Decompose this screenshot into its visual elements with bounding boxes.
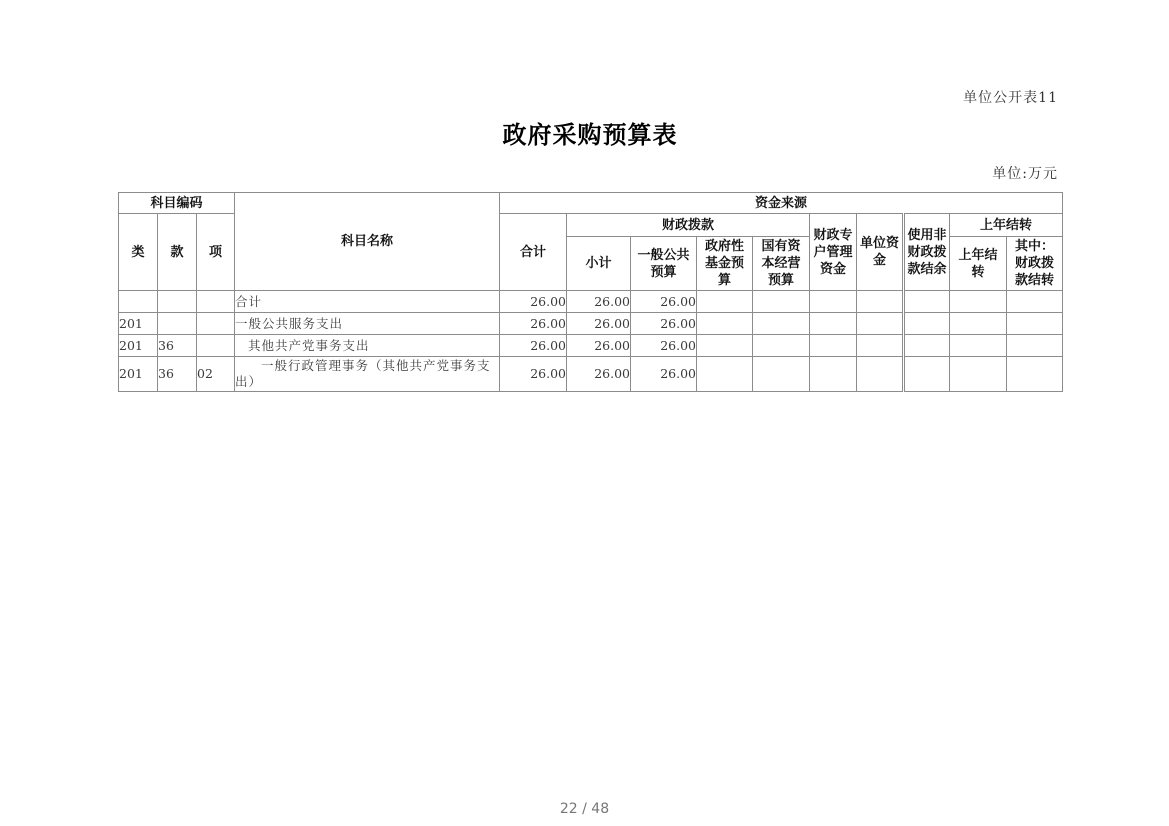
- header-government-fund-budget: [697, 237, 753, 291]
- cell-state-capital-budget: [753, 357, 810, 392]
- header-unit-funds: [857, 214, 904, 291]
- cell-prior-year-carryover: [950, 291, 1007, 313]
- table-header: [119, 193, 1063, 291]
- cell-special-account-funds: [810, 291, 857, 313]
- procurement-budget-table: [118, 192, 1063, 392]
- cell-government-fund-budget: [697, 357, 753, 392]
- cell-total: 26.00: [500, 335, 567, 357]
- table-row: [119, 357, 1063, 392]
- header-unit-funds-label: 单位资金: [859, 236, 899, 268]
- cell-prior-year-carryover: [950, 313, 1007, 335]
- cell-subject-name: 一般行政管理事务（其他共产党事务支出）: [235, 357, 500, 392]
- cell-subject-name: 合计: [235, 291, 500, 313]
- cell-fiscal-appropriation-carryover: [1007, 357, 1063, 392]
- header-section: 款: [158, 214, 197, 291]
- header-funding-source: 资金来源: [500, 193, 1063, 214]
- cell-general-public-budget: 26.00: [631, 313, 697, 335]
- cell-total: 26.00: [500, 291, 567, 313]
- cell-item: [197, 335, 235, 357]
- cell-prior-year-carryover: [950, 335, 1007, 357]
- cell-total: 26.00: [500, 313, 567, 335]
- cell-government-fund-budget: [697, 313, 753, 335]
- cell-unit-funds: [857, 357, 904, 392]
- cell-total: 26.00: [500, 357, 567, 392]
- table-row: [119, 335, 1063, 357]
- cell-unit-funds: [857, 335, 904, 357]
- cell-general-public-budget: 26.00: [631, 335, 697, 357]
- header-state-capital-budget: [753, 237, 810, 291]
- header-general-public-budget-label: 一般公共预算: [637, 247, 690, 280]
- cell-section: [158, 291, 197, 313]
- header-special-account-funds: [810, 214, 857, 291]
- header-fiscal-appropriation: 财政拨款: [567, 214, 810, 237]
- cell-special-account-funds: [810, 335, 857, 357]
- header-total: 合计: [500, 214, 567, 291]
- cell-state-capital-budget: [753, 313, 810, 335]
- cell-government-fund-budget: [697, 291, 753, 313]
- cell-special-account-funds: [810, 313, 857, 335]
- cell-non-fiscal-balance: [904, 357, 950, 392]
- cell-subtotal: 26.00: [567, 357, 631, 392]
- unit-label: 单位:万元: [992, 166, 1058, 182]
- header-non-fiscal-balance-label: 使用非财政拨款结余: [907, 227, 947, 277]
- cell-subject-name: 一般公共服务支出: [235, 313, 500, 335]
- header-state-capital-budget-label: 国有资本经营预算: [761, 239, 801, 288]
- header-special-account-funds-label: 财政专户管理资金: [813, 227, 853, 277]
- cell-section: [158, 313, 197, 335]
- header-prior-year-carryover: 上年结转: [950, 214, 1063, 237]
- cell-fiscal-appropriation-carryover: [1007, 291, 1063, 313]
- cell-general-public-budget: 26.00: [631, 357, 697, 392]
- cell-special-account-funds: [810, 357, 857, 392]
- cell-unit-funds: [857, 313, 904, 335]
- header-fiscal-appropriation-carryover: [1007, 237, 1063, 291]
- cell-subtotal: 26.00: [567, 313, 631, 335]
- cell-subject-name: 其他共产党事务支出: [235, 335, 500, 357]
- cell-general-public-budget: 26.00: [631, 291, 697, 313]
- cell-item: [197, 313, 235, 335]
- header-general-public-budget: [631, 237, 697, 291]
- cell-section: 36: [158, 335, 197, 357]
- cell-fiscal-appropriation-carryover: [1007, 335, 1063, 357]
- header-category: 类: [119, 214, 158, 291]
- cell-unit-funds: [857, 291, 904, 313]
- cell-non-fiscal-balance: [904, 291, 950, 313]
- cell-section: 36: [158, 357, 197, 392]
- page-indicator: 22 / 48: [559, 801, 610, 817]
- header-subtotal: 小计: [567, 237, 631, 291]
- cell-government-fund-budget: [697, 335, 753, 357]
- header-subject-code: 科目编码: [119, 193, 235, 214]
- header-government-fund-budget-label: 政府性基金预算: [704, 239, 744, 288]
- cell-state-capital-budget: [753, 335, 810, 357]
- table-body: [119, 291, 1063, 392]
- header-non-fiscal-balance: [904, 214, 950, 291]
- table-row: [119, 291, 1063, 313]
- header-prior-year-carryover-sub-label: 上年结转: [958, 247, 998, 280]
- cell-item: [197, 291, 235, 313]
- cell-subtotal: 26.00: [567, 291, 631, 313]
- cell-item: 02: [197, 357, 235, 392]
- header-subject-name: 科目名称: [235, 193, 500, 291]
- cell-prior-year-carryover: [950, 357, 1007, 392]
- cell-non-fiscal-balance: [904, 313, 950, 335]
- cell-subtotal: 26.00: [567, 335, 631, 357]
- cell-category: [119, 291, 158, 313]
- page-title: 政府采购预算表: [502, 120, 678, 149]
- header-fiscal-appropriation-carryover-label: 其中：财政拨款结转: [1015, 239, 1055, 288]
- cell-non-fiscal-balance: [904, 335, 950, 357]
- cell-category: 201: [119, 335, 158, 357]
- cell-fiscal-appropriation-carryover: [1007, 313, 1063, 335]
- cell-category: 201: [119, 313, 158, 335]
- form-number: 单位公开表11: [963, 90, 1058, 106]
- cell-category: 201: [119, 357, 158, 392]
- cell-state-capital-budget: [753, 291, 810, 313]
- table-row: [119, 313, 1063, 335]
- header-row: [119, 193, 1063, 214]
- header-item: 项: [197, 214, 235, 291]
- header-prior-year-carryover-sub: [950, 237, 1007, 291]
